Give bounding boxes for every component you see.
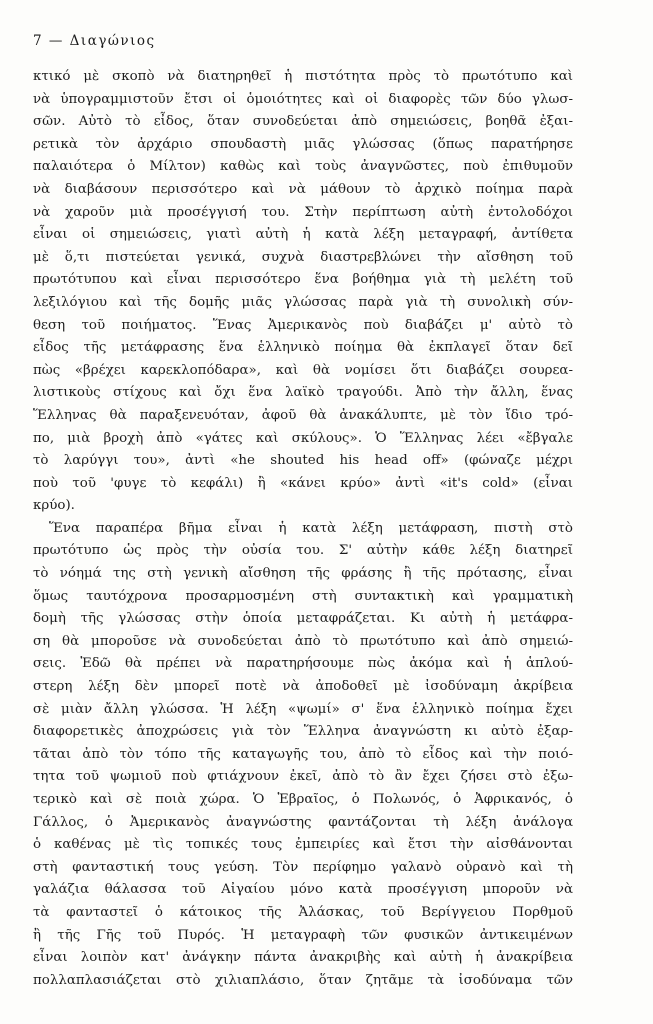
text-line: στὴ φανταστική τους γεύση. Τὸν περίφημο γαλανὸ οὐρανὸ καὶ τὴ (33, 859, 573, 875)
text-line: κρύο). (33, 498, 75, 514)
text-line: πὼς «βρέχει καρεκλοπόδαρα», καὶ θὰ νομίσει ὅτι διαβάζει σουρεα- (33, 362, 573, 378)
text-line: κτικό μὲ σκοπὸ νὰ διατηρηθεῖ ἡ πιστότητα πρὸς τὸ πρωτότυπο καὶ (33, 69, 573, 84)
text-line: ὅμως ταυτόχρονα προσαρμοσμένη στὴ συντακτικὴ καὶ γραμματικὴ (33, 588, 573, 604)
text-line: εἶναι λοιπὸν κατ' ἀνάγκην πάντα ἀνακριβὴς καὶ αὐτὴ ἡ ἀνακρίβεια (33, 950, 573, 966)
running-head: 7 — Διαγώνιος (33, 33, 156, 49)
text-line: πολλαπλασιάζεται στὸ χιλιαπλάσιο, ὅταν ζητᾶμε τὰ ἰσοδύναμα τῶν (33, 972, 573, 988)
text-line: Γάλλος, ὁ Ἀμερικανὸς ἀναγνώστης φαντάζονται τὴ λέξη ἀνάλογα (33, 814, 573, 830)
paragraph (33, 518, 573, 992)
text-line: πρωτότυπο ὡς πρὸς τὴν οὐσία του. Σ' αὐτὴν κάθε λέξη διατηρεῖ (33, 543, 573, 559)
text-line: τητα τοῦ ψωμιοῦ ποὺ φτιάχνουν ἐκεῖ, ἀπὸ τὸ ἂν ἔχει ζήσει στὸ ἐξω- (33, 769, 573, 785)
text-line: ὁ καθένας μὲ τὶς τοπικές τους ἐμπειρίες καὶ ἔτσι τὴν αἰσθάνονται (33, 837, 573, 853)
text-line: εἶναι οἱ σημειώσεις, γιατὶ αὐτὴ ἡ κατὰ λέξη μεταγραφή, ἀντίθετα (33, 227, 573, 243)
text-line: λιστικοὺς στίχους καὶ ὄχι ἕνα λαϊκὸ τραγούδι. Ἀπὸ τὴν ἄλλη, ἕνας (33, 385, 573, 401)
text-line: Ἕνα παραπέρα βῆμα εἶναι ἡ κατὰ λέξη μετάφραση, πιστὴ στὸ (49, 520, 573, 536)
text-line: σὲ μιὰν ἄλλη γλώσσα. Ἡ λέξη «ψωμί» σ' ἕνα ἑλληνικὸ ποίημα ἔχει (33, 701, 573, 717)
text-line: ποὺ τοῦ 'φυγε τὸ κεφάλι) ἢ «κάνει κρύο» ἀντὶ «it's cold» (εἶναι (33, 475, 573, 491)
text-line: σῶν. Αὐτὸ τὸ εἶδος, ὅταν συνοδεύεται ἀπὸ σημειώσεις, βοηθᾶ ἐξαι- (33, 114, 573, 130)
text-line: νὰ διαβάσουν περισσότερο καὶ νὰ μάθουν τὸ ἀρχικὸ ποίημα παρὰ (33, 181, 573, 197)
text-line: νὰ ὑπογραμμιστοῦν ἔτσι οἱ ὁμοιότητες καὶ οἱ διαφορὲς τῶν δύο γλωσ- (33, 91, 573, 107)
text-line: θεση τοῦ ποιήματος. Ἕνας Ἀμερικανὸς ποὺ διαβάζει μ' αὐτὸ τὸ (33, 317, 573, 333)
text-line: πο, μιὰ βροχὴ ἀπὸ «γάτες καὶ σκύλους». Ὁ Ἕλληνας λέει «ἔβγαλε (33, 430, 573, 446)
text-line: τὸ λαρύγγι του», ἀντὶ «he shouted his head off» (φώναζε μέχρι (33, 453, 573, 469)
text-line: τᾶται ἀπὸ τὸν τόπο τῆς καταγωγῆς του, ἀπὸ τὸ εἶδος καὶ τὴν ποιό- (33, 746, 573, 762)
text-line: στερη λέξη δὲν μπορεῖ ποτὲ νὰ ἀποδοθεῖ μὲ ἰσοδύναμη ἀκρίβεια (33, 679, 573, 695)
text-line: λεξιλόγιου καὶ τῆς δομῆς μιᾶς γλώσσας παρὰ γιὰ τὴ συνολικὴ σύν- (33, 294, 573, 310)
text-line: Ἕλληνας θὰ παραξενευόταν, ἀφοῦ θὰ ἀνακάλυπτε, μὲ τὸν ἴδιο τρό- (33, 407, 573, 423)
text-line: ση θὰ μποροῦσε νὰ συνοδεύεται ἀπὸ τὸ πρωτότυπο καὶ ἀπὸ σημειώ- (33, 633, 573, 649)
text-line: νὰ χαροῦν μιὰ προσέγγισή του. Στὴν περίπτωση αὐτὴ ἐντολοδόχοι (33, 204, 573, 220)
text-line: πρωτότυπου καὶ εἶναι περισσότερο ἕνα βοήθημα γιὰ τὴ μελέτη τοῦ (33, 272, 573, 288)
text-line: μὲ ὅ,τι πιστεύεται γενικά, συχνὰ διαστρεβλώνει τὴν αἴσθηση τοῦ (33, 249, 573, 265)
text-line: ἢ τῆς Γῆς τοῦ Πυρός. Ἡ μεταγραφὴ τῶν φυσικῶν ἀντικειμένων (33, 927, 573, 943)
text-line: γαλάζια θάλασσα τοῦ Αἰγαίου μόνο κατὰ προσέγγιση μποροῦν νὰ (33, 882, 573, 898)
text-line: τὸ νόημά της στὴ γενικὴ αἴσθηση τῆς φράσης ἢ τῆς πρότασης, εἶναι (33, 566, 573, 582)
text-line: ρετικὰ τὸν ἀρχάριο σπουδαστὴ μιᾶς γλώσσας (ὅπως παρατήρησε (33, 136, 573, 152)
text-line: δομὴ τῆς γλώσσας στὴν ὁποία μεταφράζεται. Κι αὐτὴ ἡ μετάφρα- (33, 611, 573, 627)
text-line: διαφορετικὲς ἀποχρώσεις γιὰ τὸν Ἕλληνα ἀναγνώστη κι αὐτὸ ἐξαρ- (33, 724, 573, 740)
paragraph (33, 66, 573, 518)
body-text (33, 66, 573, 992)
text-line: παλαιότερα ὁ Μίλτον) καθὼς καὶ τοὺς ἀναγνῶστες, ποὺ ἐπιθυμοῦν (33, 159, 573, 175)
text-line: εἶδος τῆς μετάφρασης ἕνα ἑλληνικὸ ποίημα θὰ ἐκπλαγεῖ ὅταν δεῖ (33, 340, 573, 356)
text-line: σεις. Ἐδῶ θὰ πρέπει νὰ παρατηρήσουμε πὼς ἀκόμα καὶ ἡ ἁπλού- (33, 656, 573, 672)
text-line: τὰ φανταστεῖ ὁ κάτοικος τῆς Ἀλάσκας, τοῦ Βερίγγειου Πορθμοῦ (33, 904, 573, 920)
text-line: τερικὸ καὶ σὲ ποιὰ χώρα. Ὁ Ἑβραῖος, ὁ Πολωνός, ὁ Ἀφρικανός, ὁ (33, 792, 573, 807)
